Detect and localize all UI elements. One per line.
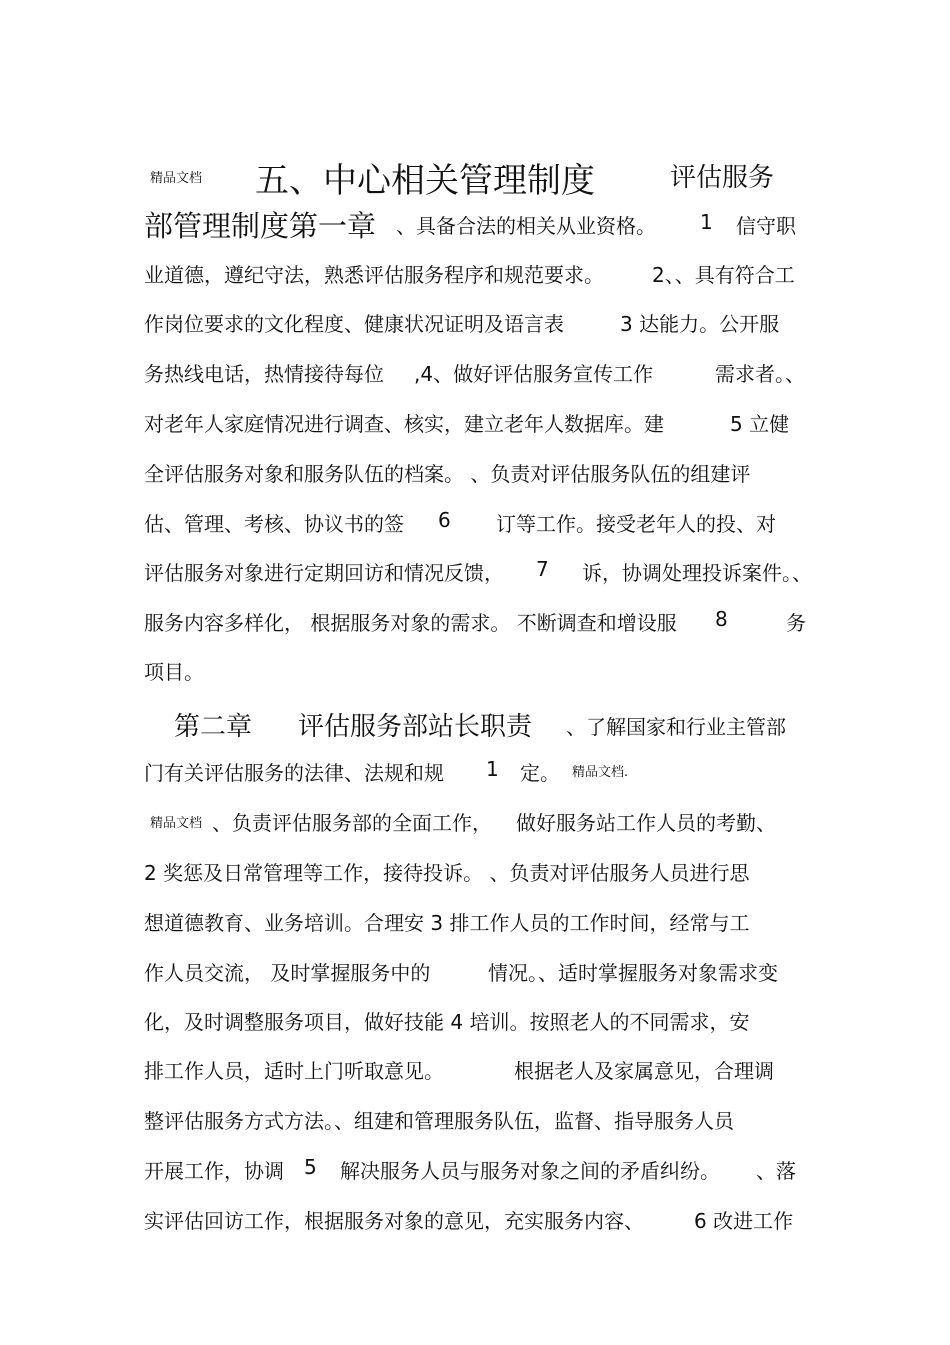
ch1-line8-num: 7 <box>536 557 549 581</box>
chapter2-title: 评估服务部站长职责 <box>298 712 533 742</box>
ch1-line9-a: 服务内容多样化， 根据服务对象的需求。 不断调查和增设服 <box>144 611 677 635</box>
part-title-b: 部管理制度第一章 <box>144 209 377 243</box>
ch2-line3-a: 、负责评估服务部的全面工作， <box>212 811 492 835</box>
ch2-line11-b: 6 改进工作 <box>694 1209 794 1233</box>
ch2-line10-num: 5 <box>304 1155 317 1179</box>
ch1-line2-b: 2、、具有符合工 <box>652 263 795 287</box>
ch2-line7: 化，及时调整服务项目，做好技能 4 培训。按照老人的不同需求，安 <box>144 1010 750 1034</box>
ch1-line1-num: 1 <box>700 210 713 234</box>
ch2-line8-a: 排工作人员，适时上门听取意见。 <box>144 1059 444 1083</box>
ch1-line1-tail: 、具备合法的相关从业资格。 <box>396 214 656 238</box>
ch1-line9-num: 8 <box>715 607 728 631</box>
ch1-line7-num: 6 <box>438 508 451 532</box>
ch1-line4-b: ,4、做好评估服务宣传工作 <box>414 362 654 386</box>
section-title: 五、中心相关管理制度 <box>255 161 595 201</box>
ch2-line10-c: 、落 <box>756 1159 796 1183</box>
chapter2-label: 第二章 <box>174 712 253 742</box>
ch2-line5: 想道德教育、业务培训。合理安 3 排工作人员的工作时间，经常与工 <box>144 911 750 935</box>
ch1-line5-a: 对老年人家庭情况进行调查、核实，建立老年人数据库。建 <box>144 412 664 436</box>
ch2-line1-tail: 、了解国家和行业主管部 <box>566 715 786 739</box>
ch1-line4-c: 需求者。、 <box>715 362 805 386</box>
ch1-line7-b: 订等工作。接受老年人的投、对 <box>496 512 776 536</box>
watermark-label-2: 精品文档 <box>150 816 203 831</box>
ch2-line8-b: 根据老人及家属意见，合理调 <box>514 1059 774 1083</box>
ch1-line9-b: 务 <box>786 611 806 635</box>
ch1-line7-a: 估、管理、考核、协议书的签 <box>144 512 404 536</box>
ch2-line9: 整评估服务方式方法。、组建和管理服务队伍，监督、指导服务人员 <box>144 1109 734 1133</box>
ch1-line8-a: 评估服务对象进行定期回访和情况反馈， <box>144 561 504 585</box>
ch2-line4: 2 奖惩及日常管理等工作，接待投诉。 、负责对评估服务人员进行思 <box>144 861 750 885</box>
watermark-label-dot: 精品文档. <box>572 765 629 780</box>
ch1-line6: 全评估服务对象和服务队伍的档案。 、负责对评估服务队伍的组建评 <box>144 462 751 486</box>
ch1-line1-end: 信守职 <box>736 214 796 238</box>
watermark-label: 精品文档 <box>150 171 203 186</box>
ch2-line6-a: 作人员交流， 及时掌握服务中的 <box>144 961 431 985</box>
ch2-line2-a: 门有关评估服务的法律、法规和规 <box>144 761 444 785</box>
ch1-line4-a: 务热线电话，热情接待每位 <box>144 362 384 386</box>
ch2-line3-b: 做好服务站工作人员的考勤、 <box>516 811 776 835</box>
ch1-line2-a: 业道德，遵纪守法，熟悉评估服务程序和规范要求。 <box>144 263 604 287</box>
ch1-line5-b: 5 立健 <box>730 412 790 436</box>
ch2-line6-b: 情况。、适时掌握服务对象需求变 <box>488 961 778 985</box>
ch2-line2-num: 1 <box>486 757 499 781</box>
ch1-line3-b: 3 达能力。公开服 <box>620 312 780 336</box>
ch2-line2-b: 定。 <box>520 761 560 785</box>
ch1-line10: 项目。 <box>144 660 204 684</box>
part-title-a: 评估服务 <box>670 163 775 193</box>
ch2-line10-a: 开展工作，协调 <box>144 1159 284 1183</box>
ch2-line11-a: 实评估回访工作，根据服务对象的意见，充实服务内容、 <box>144 1209 644 1233</box>
ch1-line3-a: 作岗位要求的文化程度、健康状况证明及语言表 <box>144 312 564 336</box>
ch1-line8-b: 诉，协调处理投诉案件。、 <box>582 561 812 585</box>
ch2-line10-b: 解决服务人员与服务对象之间的矛盾纠纷。 <box>340 1159 720 1183</box>
